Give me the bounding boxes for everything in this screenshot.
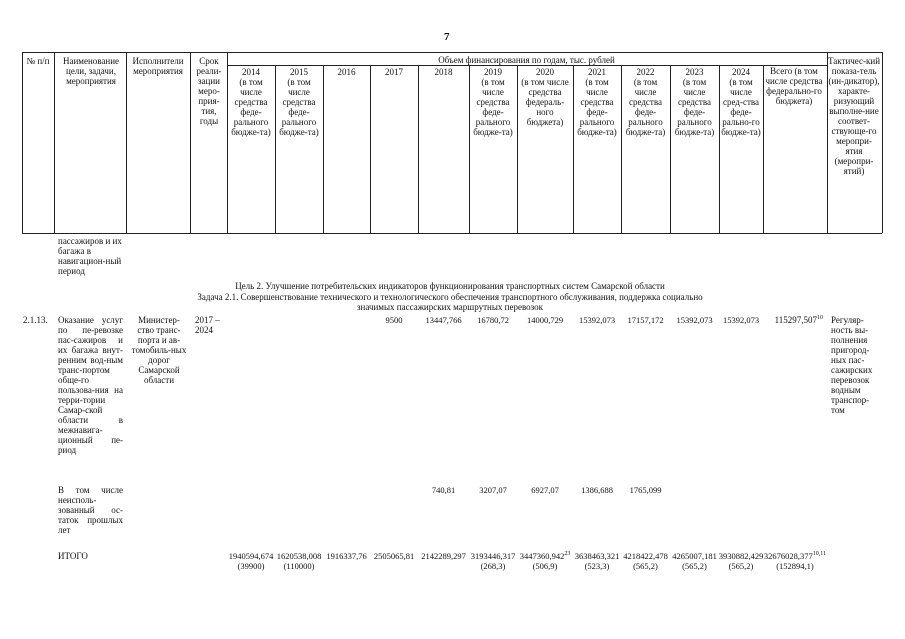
header-indicator: Тактичес-кий показа-тель (ин-дикатор), характе-ризующий выполне-ние соответ-ствующе-го меропри-ятия (меропри-ятий) bbox=[828, 56, 881, 176]
column-border bbox=[763, 65, 764, 233]
year-header-2019 bbox=[470, 67, 516, 137]
row-2113-total: 115297,507$^{10}$ bbox=[774, 315, 823, 325]
table-bottom-border bbox=[22, 233, 882, 234]
value-cell: 3930882,429 (565,2) bbox=[718, 551, 764, 571]
year-label: 2017 bbox=[385, 67, 403, 77]
year-header-2022 bbox=[622, 67, 669, 137]
column-border bbox=[275, 65, 276, 233]
column-border bbox=[517, 65, 518, 233]
header-name: Наименование цели, задачи, мероприятия bbox=[62, 56, 120, 86]
column-border bbox=[370, 65, 371, 233]
column-border bbox=[469, 65, 470, 233]
task-heading: Задача 2.1. Совершенствование технического и технологического обеспечения транспортного обслуживания, поддержка социально значимых пассажирских маршрутных перевозок bbox=[197, 292, 703, 312]
row-2113-indicator: Регуляр-ность вы-полнения пригород-ных пас-сажирских перевозок водным транспор-том bbox=[831, 315, 873, 415]
row-2113-name: Оказание услуг по пе-ревозке пас-сажиров и их багажа внут-ренним вод-ным транс-портом обще-го пользова-ния на терри-тории Самар-ской области в межнавига-ционный пе-риод bbox=[58, 315, 123, 455]
value-cell: 1940594,674 (39900) bbox=[228, 551, 274, 571]
year-sublabel: (в том числе средства феде-рального бюдже-та) bbox=[473, 77, 513, 137]
value-cell: 15392,073 bbox=[722, 315, 760, 325]
column-border bbox=[882, 52, 883, 233]
year-header-2015 bbox=[276, 67, 322, 137]
value-cell: 16780,72 bbox=[477, 315, 509, 325]
header-funding-title: Объем финансирования по годам, тыс. рублей bbox=[438, 55, 615, 65]
year-sublabel: (в том числе средства феде-рального бюдже-та) bbox=[577, 77, 617, 137]
row-total-name: ИТОГО bbox=[58, 551, 88, 561]
column-border bbox=[827, 52, 828, 233]
year-header-2024 bbox=[720, 67, 762, 137]
value-cell: 4218422,478 (565,2) bbox=[623, 551, 668, 571]
continuation-text: пассажиров и их багажа в навигацион-ный период bbox=[58, 236, 122, 276]
year-label: 2018 bbox=[434, 67, 453, 77]
header-total: Всего (в том числе средства федерально-го бюджета) bbox=[765, 66, 823, 106]
value-cell: 3638463,321 (523,3) bbox=[574, 551, 620, 571]
year-label: 2016 bbox=[337, 67, 356, 77]
value-cell: 14000,729 bbox=[526, 315, 564, 325]
page-number: 7 bbox=[444, 31, 450, 43]
column-border bbox=[22, 52, 23, 233]
year-header-2016 bbox=[324, 67, 369, 77]
year-label: 2023 bbox=[685, 67, 704, 77]
value-cell: 4265007,181 (565,2) bbox=[672, 551, 717, 571]
value-cell: 17157,172 bbox=[627, 315, 664, 325]
year-sublabel: (в том числе сред-ства феде-рально-го бюдже-та) bbox=[721, 77, 761, 137]
value-cell: 3193446,317 (268,3) bbox=[470, 551, 516, 571]
year-label: 2022 bbox=[636, 67, 655, 77]
header-num: № п/п bbox=[26, 56, 50, 66]
year-sublabel: (в том числе средства феде-рального бюдже-та) bbox=[231, 77, 271, 137]
column-border bbox=[719, 65, 720, 233]
column-border bbox=[54, 52, 55, 233]
year-header-2023 bbox=[671, 67, 718, 137]
funding-header-divider bbox=[227, 65, 827, 66]
column-border bbox=[323, 65, 324, 233]
value-cell: 2142289,297 bbox=[421, 551, 466, 561]
value-cell: 1916337,76 bbox=[326, 551, 367, 561]
year-header-2018 bbox=[419, 67, 468, 77]
year-header-2017 bbox=[371, 67, 417, 77]
year-label: 2019 bbox=[484, 67, 502, 77]
year-sublabel: (в том числе средства феде-рального бюдже-та) bbox=[674, 77, 715, 137]
year-header-2020 bbox=[518, 67, 572, 127]
column-border bbox=[190, 52, 191, 233]
goal-heading: Цель 2. Улучшение потребительских индикаторов функционирования транспортных систем Самарской области bbox=[235, 281, 665, 291]
value-cell: 9500 bbox=[385, 315, 403, 325]
value-cell: 740,81 bbox=[431, 485, 456, 495]
value-cell: 1386,688 bbox=[581, 485, 613, 495]
row-2113-executor: Министер-ство транс-порта и ав-томобиль-ных дорог Самарской области bbox=[131, 315, 187, 385]
row-unused-name: В том числе неисполь-зованный ос-таток прошлых лет bbox=[58, 485, 123, 535]
value-cell: 1765,099 bbox=[629, 485, 662, 495]
value-cell: 15392,073 bbox=[676, 315, 713, 325]
value-cell: 13447,766 bbox=[425, 315, 462, 325]
year-label: 2014 bbox=[242, 67, 260, 77]
value-cell: 3207,07 bbox=[479, 485, 507, 495]
year-label: 2015 bbox=[290, 67, 308, 77]
value-cell: 3447360,942$^{23}$ (506,9) bbox=[519, 551, 571, 571]
column-border bbox=[126, 52, 127, 233]
column-border bbox=[621, 65, 622, 233]
value-cell: 2505065,81 bbox=[373, 551, 415, 561]
value-cell: 1620538,008 (110000) bbox=[276, 551, 322, 571]
column-border bbox=[573, 65, 574, 233]
year-sublabel: (в том числе средства феде-рального бюдже-та) bbox=[625, 77, 666, 137]
column-border bbox=[227, 52, 228, 233]
year-label: 2024 bbox=[732, 67, 750, 77]
column-border bbox=[670, 65, 671, 233]
header-executors: Исполнители мероприятия bbox=[132, 56, 184, 76]
row-2113-num: 2.1.13. bbox=[23, 315, 48, 325]
year-header-2014 bbox=[228, 67, 274, 137]
row-2113-term: 2017 – 2024 bbox=[195, 315, 220, 335]
column-border bbox=[418, 65, 419, 233]
row-total-total: 32676028,377$^{10,11}$ (152894,1) bbox=[763, 551, 827, 571]
value-cell: 6927,07 bbox=[531, 485, 559, 495]
year-label: 2020 bbox=[536, 67, 554, 77]
year-sublabel: (в том числе средства федераль-ного бюджета) bbox=[521, 77, 569, 127]
year-label: 2021 bbox=[588, 67, 606, 77]
value-cell: 15392,073 bbox=[578, 315, 616, 325]
year-header-2021 bbox=[574, 67, 620, 137]
year-sublabel: (в том числе средства феде-рального бюдже-та) bbox=[279, 77, 319, 137]
table-top-border bbox=[22, 52, 882, 53]
header-term: Срок реали-зации меро-прия-тия, годы bbox=[196, 56, 222, 126]
